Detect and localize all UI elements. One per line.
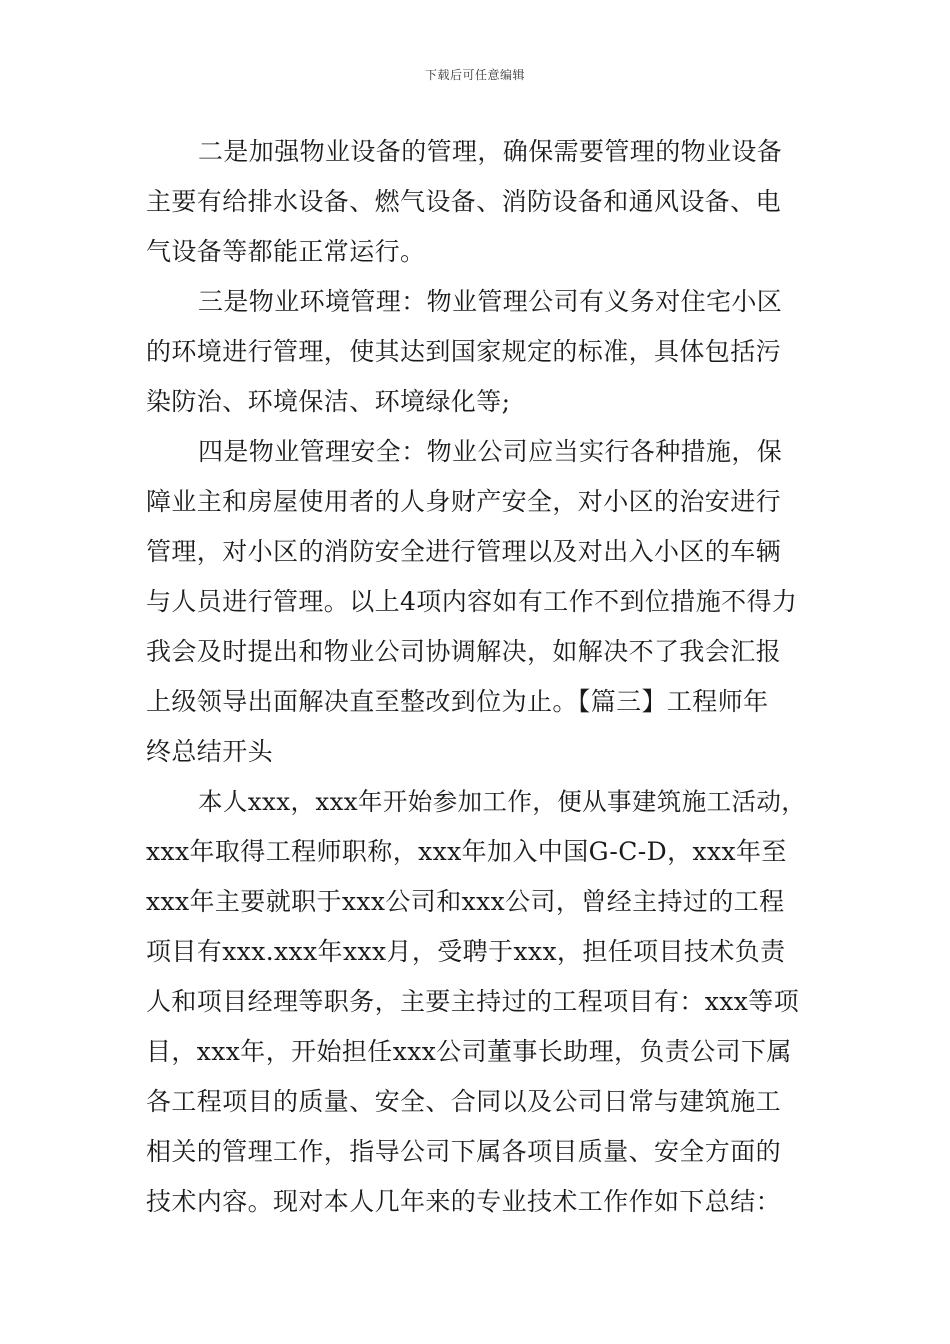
text-line: xxx年主要就职于xxx公司和xxx公司，曾经主持过的工程	[146, 887, 785, 916]
document-body	[146, 127, 810, 1227]
text-line: 技术内容。现对本人几年来的专业技术工作作如下总结：	[146, 1187, 782, 1216]
text-line: 终总结开头	[146, 737, 274, 766]
text-line: 我会及时提出和物业公司协调解决，如解决不了我会汇报	[146, 637, 782, 666]
text-line: 主要有给排水设备、燃气设备、消防设备和通风设备、电	[146, 187, 782, 216]
text-line: 相关的管理工作，指导公司下属各项目质量、安全方面的	[146, 1137, 782, 1166]
text-line: 气设备等都能正常运行。	[146, 237, 426, 266]
text-line: 的环境进行管理，使其达到国家规定的标准，具体包括污	[146, 337, 782, 366]
text-line: 与人员进行管理。以上4项内容如有工作不到位措施不得力	[146, 587, 798, 616]
text-line: 三是物业环境管理：物业管理公司有义务对住宅小区	[198, 287, 783, 316]
text-line: 本人xxx，xxx年开始参加工作，便从事建筑施工活动，	[198, 787, 807, 816]
text-line: 上级领导出面解决直至整改到位为止。【篇三】工程师年	[146, 687, 769, 716]
text-line: 障业主和房屋使用者的人身财产安全，对小区的治安进行	[146, 487, 782, 516]
text-line: 染防治、环境保洁、环境绿化等;	[146, 387, 511, 416]
page-header-note: 下载后可任意编辑	[424, 68, 525, 82]
text-line: 各工程项目的质量、安全、合同以及公司日常与建筑施工	[146, 1087, 782, 1116]
text-line: 四是物业管理安全：物业公司应当实行各种措施，保	[198, 437, 783, 466]
text-line: 目，xxx年，开始担任xxx公司董事长助理，负责公司下属	[146, 1037, 792, 1066]
text-line: 项目有xxx.xxx年xxx月，受聘于xxx，担任项目技术负责	[146, 937, 786, 966]
text-line: 二是加强物业设备的管理，确保需要管理的物业设备	[198, 137, 783, 166]
text-line: xxx年取得工程师职称，xxx年加入中国G-C-D，xxx年至	[146, 837, 787, 866]
text-line: 人和项目经理等职务，主要主持过的工程项目有：xxx等项	[146, 987, 800, 1016]
text-line: 管理，对小区的消防安全进行管理以及对出入小区的车辆	[146, 537, 782, 566]
